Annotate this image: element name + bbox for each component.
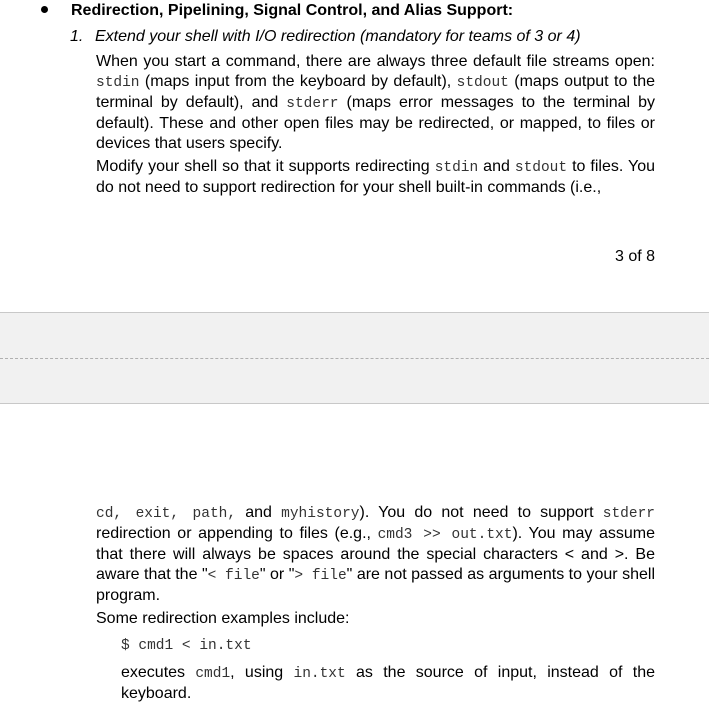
text-span: " are not passed as arguments to your shell program. (96, 566, 655, 604)
text-span: as the source of input, instead of the keyboard. (121, 664, 656, 702)
code-stderr: stderr (286, 96, 339, 112)
text-span: ). You do not need to support (359, 504, 603, 521)
code-output-redirect: > file (294, 568, 347, 584)
numbered-item-title (70, 27, 581, 47)
text-span: (maps error messages to the terminal by default). These and other open files may be redirected, or mapped, to files or devices that users specify. (96, 94, 655, 152)
text-span: ). You may assume that there will always be spaces around the special characters < and >. Be aware that the " (96, 525, 655, 583)
heading-text: Redirection, Pipelining, Signal Control, and Alias Support: (71, 2, 514, 19)
text-span: and (236, 504, 282, 521)
page-break-divider (0, 358, 709, 359)
code-stdin: stdin (96, 75, 140, 91)
text-span: executes (121, 664, 196, 681)
code-example-command: $ cmd1 < in.txt (121, 638, 252, 654)
paragraph-example-explanation (121, 663, 655, 704)
text-span: Modify your shell so that it supports redirecting (96, 158, 435, 175)
text-span: to files. You do not need to support redirection for your shell built-in commands (i.e., (96, 158, 655, 196)
text-span: " or " (259, 566, 295, 583)
text-span: and (478, 158, 515, 175)
section-heading (41, 1, 513, 21)
code-in-txt: in.txt (293, 666, 346, 682)
code-myhistory: myhistory (281, 506, 360, 522)
text-span: redirection or appending to files (e.g., (96, 525, 378, 542)
text-span: (maps output to the terminal by default), and (96, 73, 656, 111)
code-stderr: stderr (602, 506, 655, 522)
item-number: 1. (70, 28, 84, 45)
paragraph-file-streams (96, 52, 655, 154)
text-span: , using (230, 664, 294, 681)
code-stdout: stdout (514, 160, 568, 176)
code-builtins: cd, exit, path, (96, 506, 237, 522)
item-title-text: Extend your shell with I/O redirection (mandatory for teams of 3 or 4) (95, 28, 581, 45)
code-stdin: stdin (434, 160, 479, 176)
text-span: When you start a command, there are always three default file streams open: (96, 53, 655, 70)
code-input-redirect: < file (207, 568, 260, 584)
bullet-icon (41, 6, 48, 13)
code-stdout: stdout (456, 75, 509, 91)
paragraph-builtins (96, 503, 655, 606)
code-append-example: cmd3 >> out.txt (377, 527, 513, 543)
code-cmd1: cmd1 (195, 666, 231, 682)
page-number: 3 of 8 (614, 248, 655, 265)
paragraph-modify-shell (96, 157, 655, 198)
page-break-gap (0, 312, 709, 404)
text-span: (maps input from the keyboard by default), (139, 73, 457, 90)
paragraph-examples-intro: Some redirection examples include: (96, 610, 350, 627)
